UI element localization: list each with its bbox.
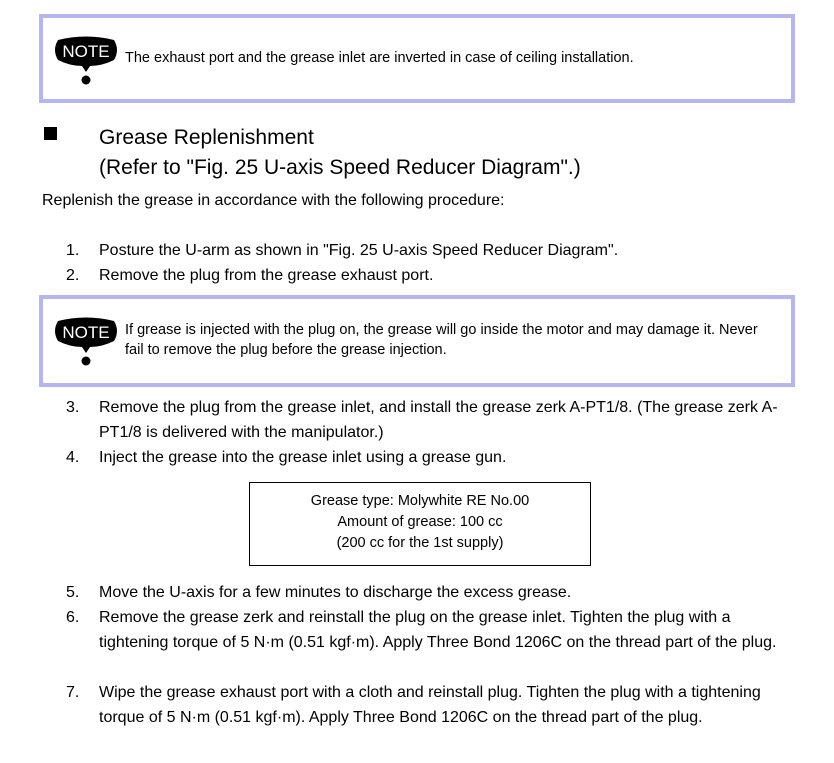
note-box-plug-warning — [39, 295, 795, 387]
step-text: Remove the plug from the grease exhaust port. — [99, 267, 434, 284]
grease-type: Grease type: Molywhite RE No.00 — [310, 493, 530, 509]
step-text: Remove the grease zerk and reinstall the plug on the grease inlet. Tighten the plug with a tightening torque of 5 N·m (0.51 kgf·m). Apply Three Bond 1206C on the thread part of the plug. — [99, 609, 777, 651]
note-icon — [52, 36, 120, 86]
note-icon — [52, 317, 120, 367]
intro-text: Replenish the grease in accordance with the following procedure: — [42, 192, 505, 209]
grease-spec-box — [249, 482, 591, 566]
heading-title: Grease Replenishment — [99, 126, 314, 149]
note-badge-text: NOTE — [62, 323, 110, 342]
heading-reference: (Refer to "Fig. 25 U-axis Speed Reducer Diagram".) — [99, 156, 581, 179]
grease-first-supply: (200 cc for the 1st supply) — [336, 535, 504, 551]
grease-amount: Amount of grease: 100 cc — [337, 514, 503, 530]
step-number: 2. — [66, 267, 80, 284]
step-text: Posture the U-arm as shown in "Fig. 25 U-axis Speed Reducer Diagram". — [99, 242, 619, 259]
step-number: 6. — [66, 609, 80, 626]
note-box-ceiling — [39, 14, 795, 103]
step-text: Inject the grease into the grease inlet using a grease gun. — [99, 449, 507, 466]
note-badge-text: NOTE — [62, 42, 110, 61]
step-number: 4. — [66, 449, 80, 466]
step-text: Wipe the grease exhaust port with a cloth and reinstall plug. Tighten the plug with a tightening torque of 5 N·m (0.51 kgf·m). Apply Three Bond 1206C on the thread part of the plug. — [99, 684, 761, 726]
step-text: Move the U-axis for a few minutes to discharge the excess grease. — [99, 584, 572, 601]
step-number: 7. — [66, 684, 80, 701]
section-bullet-icon — [44, 127, 57, 140]
step-number: 5. — [66, 584, 80, 601]
step-number: 3. — [66, 399, 80, 416]
step-text: Remove the plug from the grease inlet, and install the grease zerk A-PT1/8. (The grease zerk A-PT1/8 is delivered with the manipulator.) — [99, 399, 778, 441]
step-number: 1. — [66, 242, 80, 259]
note-text: If grease is injected with the plug on, the grease will go inside the motor and may damage it. Never fail to remove the plug before the grease injection. — [125, 322, 758, 358]
section-heading — [99, 123, 581, 183]
note-text: The exhaust port and the grease inlet are inverted in case of ceiling installation. — [125, 50, 634, 66]
